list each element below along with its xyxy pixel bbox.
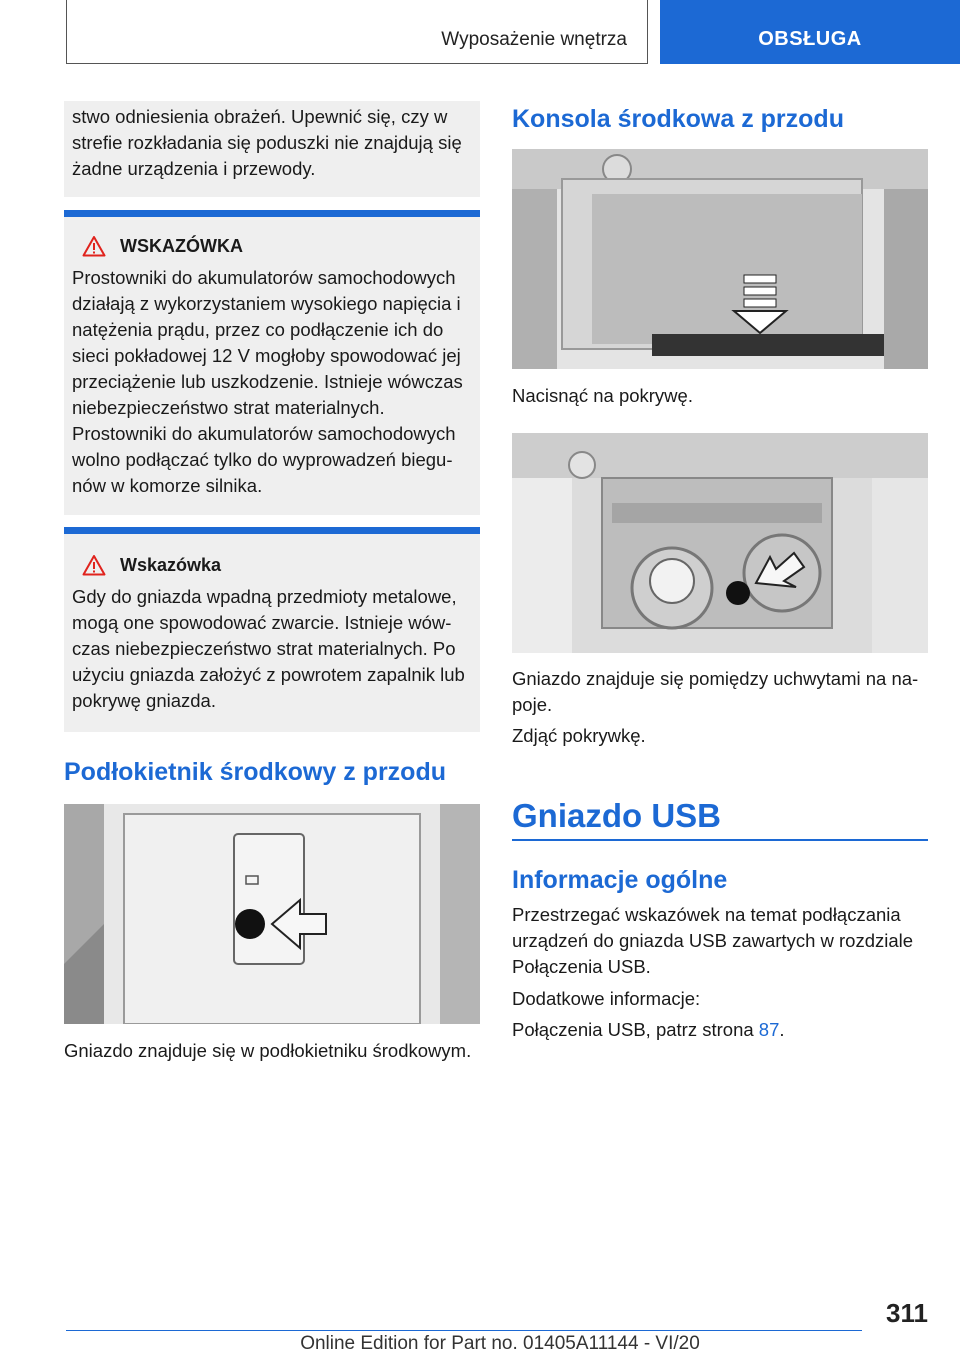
usb-heading-rule bbox=[512, 839, 928, 841]
general-info-text: Przestrzegać wskazówek na temat podłączania urządzeń do gniazda USB zawartych w rozdziale Połączenia USB. bbox=[512, 904, 914, 977]
armrest-caption: Gniazdo znajduje się w podłokietniku środkowym. bbox=[64, 1040, 472, 1061]
console-photo-closed bbox=[512, 149, 928, 369]
general-info-heading: Informacje ogólne bbox=[512, 866, 728, 894]
warning2-title: Wskazówka bbox=[120, 554, 222, 575]
header-section-title: Wyposażenie wnętrza bbox=[441, 29, 627, 50]
usb-reference-suffix: . bbox=[779, 1019, 785, 1040]
warning1-bar bbox=[64, 210, 480, 217]
intro-text: stwo odniesienia obrażeń. Upewnić się, czy w strefie rozkładania się poduszki nie znajdują się żadne urządzenia i przewody. bbox=[72, 106, 462, 179]
footer-rule bbox=[66, 1330, 862, 1331]
warning1-title: WSKAZÓWKA bbox=[120, 235, 243, 256]
header-section-box bbox=[66, 0, 648, 64]
console-photo-open bbox=[512, 433, 928, 653]
armrest-heading: Podłokietnik środkowy z przodu bbox=[64, 758, 446, 786]
extra-info-label: Dodatkowe informacje: bbox=[512, 988, 701, 1009]
warning2-panel bbox=[64, 534, 480, 732]
usb-reference bbox=[512, 1017, 932, 1043]
header-tab-label: OBSŁUGA bbox=[758, 28, 862, 50]
usb-heading: Gniazdo USB bbox=[512, 797, 722, 834]
page-number: 311 bbox=[886, 1298, 928, 1328]
intro-panel bbox=[64, 101, 480, 197]
warning1-panel bbox=[64, 217, 480, 515]
warning1-text: Prostowniki do akumulatorów samochodowych działają z wykorzystaniem wysokiego napięcia i natężenia prądu, przez co podłączenie ich do sieci pokładowej 12 V mogłoby spowodować jej przeciążenie lub uszkodzenie. Istnieje wówczas niebezpieczeństwo strat materialnych. Prostowniki do akumulatorów samochodowych wolno podłączać tylko do wyprowadzeń biegunów w komorze silnika. bbox=[72, 267, 463, 496]
footer-edition: Online Edition for Part no. 01405A11144 - VI/20 bbox=[300, 1333, 700, 1354]
warning-triangle-icon bbox=[82, 235, 106, 257]
console-heading: Konsola środkowa z przodu bbox=[512, 105, 844, 133]
console-caption-press: Nacisnąć na pokrywę. bbox=[512, 385, 693, 406]
usb-reference-prefix: Połączenia USB, patrz strona bbox=[512, 1019, 759, 1040]
warning2-bar bbox=[64, 527, 480, 534]
armrest-photo bbox=[64, 804, 480, 1024]
console-caption-location: Gniazdo znajduje się pomiędzy uchwytami na napoje. bbox=[512, 668, 919, 715]
header-tab[interactable] bbox=[660, 0, 960, 64]
console-caption-remove: Zdjąć pokrywkę. bbox=[512, 725, 646, 746]
warning2-text: Gdy do gniazda wpadną przedmioty metalowe, mogą one spowodować zwarcie. Istnieje wówczas niebezpieczeństwo strat materialnych. Po użyciu gniazda założyć z powrotem zapalnik lub pokrywę gniazda. bbox=[72, 586, 465, 711]
usb-reference-page-link[interactable]: 87 bbox=[758, 1019, 780, 1040]
warning-triangle-icon bbox=[82, 554, 106, 576]
